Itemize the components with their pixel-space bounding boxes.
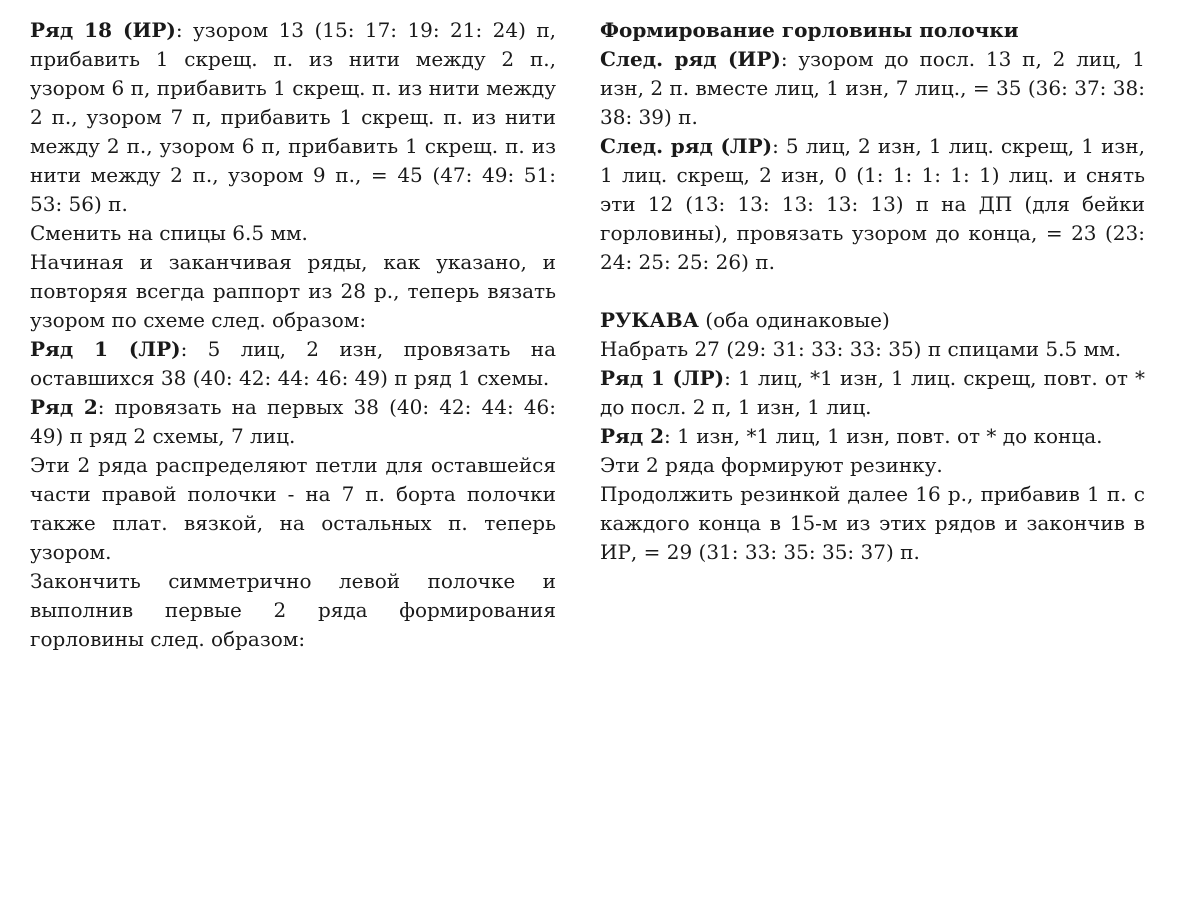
paragraph: [30, 567, 556, 654]
paragraph: [30, 393, 556, 451]
left-column: [30, 16, 556, 654]
paragraph-text: Начиная и заканчивая ряды, как указано, и повторяя всегда раппорт из 28 р., теперь вязать узором по схеме след. образом:: [30, 250, 556, 332]
paragraph-text: Продолжить резинкой далее 16 р., прибавив 1 п. с каждого конца в 15-м из этих рядов и закончив в ИР, = 29 (31: 33: 35: 35: 37) п.: [600, 482, 1145, 564]
spacer: [600, 277, 1145, 306]
sleeves-heading: [600, 306, 1145, 335]
paragraph: [600, 451, 1145, 480]
row-label: След. ряд (ЛР): [600, 134, 773, 158]
section-title: Формирование горловины полочки: [600, 18, 1019, 42]
paragraph-text: : 5 лиц, 2 изн, 1 лиц. скрещ, 1 изн, 1 лиц. скрещ, 2 изн, 0 (1: 1: 1: 1: 1) лиц. и снять эти 12 (13: 13: 13: 13: 13) п на ДП (для бейки горловины), провязать узором до конца, = 23 (23: 24: 25: 25: 26) п.: [600, 134, 1145, 274]
paragraph: [30, 335, 556, 393]
paragraph-text: : узором 13 (15: 17: 19: 21: 24) п, прибавить 1 скрещ. п. из нити между 2 п., узором 6 п, прибавить 1 скрещ. п. из нити между 2 п., узором 7 п, прибавить 1 скрещ. п. из нити между 2 п., узором 6 п, прибавить 1 скрещ. п. из нити между 2 п., узором 9 п., = 45 (47: 49: 51: 53: 56) п.: [30, 18, 557, 216]
paragraph-text: : провязать на первых 38 (40: 42: 44: 46: 49) п ряд 2 схемы, 7 лиц.: [30, 395, 556, 448]
right-column: [600, 16, 1145, 567]
paragraph-text: Закончить симметрично левой полочке и выполнив первые 2 ряда формирования горловины след. образом:: [30, 569, 556, 651]
paragraph-text: : 1 изн, *1 лиц, 1 изн, повт. от * до конца.: [664, 424, 1103, 448]
paragraph: [600, 422, 1145, 451]
paragraph: [30, 248, 556, 335]
paragraph-text: : 1 лиц, *1 изн, 1 лиц. скрещ, повт. от * до посл. 2 п, 1 изн, 1 лиц.: [600, 366, 1145, 419]
row-label: След. ряд (ИР): [600, 47, 781, 71]
paragraph: [600, 480, 1145, 567]
sleeves-title: РУКАВА: [600, 308, 699, 332]
paragraph-text: Набрать 27 (29: 31: 33: 33: 35) п спицами 5.5 мм.: [600, 337, 1122, 361]
paragraph: [30, 451, 556, 567]
paragraph: [600, 132, 1145, 277]
paragraph: [30, 16, 556, 219]
row-label: Ряд 1 (ЛР): [600, 366, 725, 390]
paragraph-text: Эти 2 ряда формируют резинку.: [600, 453, 943, 477]
row-label: Ряд 2: [30, 395, 98, 419]
sleeves-subtitle: (оба одинаковые): [698, 308, 890, 332]
row-label: Ряд 2: [600, 424, 665, 448]
row-label: Ряд 1 (ЛР): [30, 337, 181, 361]
paragraph: [600, 364, 1145, 422]
paragraph-text: : узором до посл. 13 п, 2 лиц, 1 изн, 2 п. вместе лиц, 1 изн, 7 лиц., = 35 (36: 37: 38: 38: 39) п.: [600, 47, 1145, 129]
paragraph: [600, 335, 1145, 364]
paragraph-text: Эти 2 ряда распределяют петли для оставшейся части правой полочки - на 7 п. борта полочки также плат. вязкой, на остальных п. теперь узором.: [30, 453, 556, 564]
row-label: Ряд 18 (ИР): [30, 18, 176, 42]
paragraph: [600, 45, 1145, 132]
paragraph-text: : 5 лиц, 2 изн, провязать на оставшихся 38 (40: 42: 44: 46: 49) п ряд 1 схемы.: [30, 337, 556, 390]
paragraph: [30, 219, 556, 248]
paragraph-text: Сменить на спицы 6.5 мм.: [30, 221, 308, 245]
